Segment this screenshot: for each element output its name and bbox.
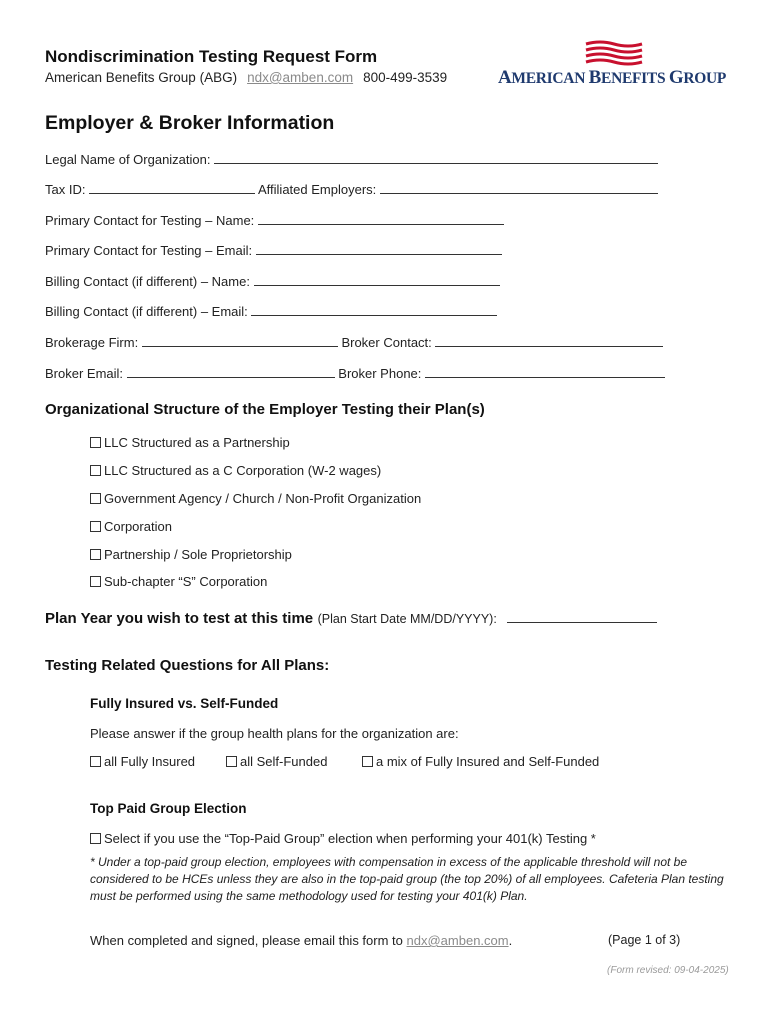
contact-phone: 800-499-3539 — [363, 70, 448, 85]
broker-phone-label: Broker Phone: — [338, 366, 422, 381]
funding-option-fully-insured[interactable]: all Fully Insured — [90, 754, 195, 769]
plan-year-field[interactable] — [45, 610, 657, 628]
contact-email-link[interactable]: ndx@amben.com — [247, 70, 354, 85]
primary-contact-name-field[interactable] — [45, 213, 504, 228]
broker-phone-line[interactable] — [425, 366, 665, 378]
fully-insured-heading: Fully Insured vs. Self-Funded — [90, 696, 279, 711]
checkbox[interactable] — [90, 756, 101, 767]
primary-contact-name-line[interactable] — [258, 213, 504, 225]
plan-year-hint: (Plan Start Date MM/DD/YYYY): — [317, 612, 497, 626]
top-paid-election-option[interactable]: Select if you use the “Top-Paid Group” election when performing your 401(k) Testing * — [90, 831, 596, 846]
billing-contact-email-label: Billing Contact (if different) – Email: — [45, 304, 248, 319]
affiliated-employers-line[interactable] — [380, 182, 658, 194]
primary-contact-name-label: Primary Contact for Testing – Name: — [45, 213, 255, 228]
billing-contact-email-line[interactable] — [251, 304, 497, 316]
affiliated-employers-label: Affiliated Employers: — [258, 182, 377, 197]
checkbox[interactable] — [90, 493, 101, 504]
primary-contact-email-line[interactable] — [256, 243, 502, 255]
structure-option-partnership[interactable]: Partnership / Sole Proprietorship — [90, 547, 292, 562]
employer-section-heading: Employer & Broker Information — [45, 112, 335, 134]
submission-email-link[interactable]: ndx@amben.com — [406, 933, 509, 948]
primary-contact-email-label: Primary Contact for Testing – Email: — [45, 243, 253, 258]
top-paid-heading: Top Paid Group Election — [90, 801, 247, 816]
broker-email-label: Broker Email: — [45, 366, 124, 381]
structure-option-s-corp[interactable]: Sub-chapter “S” Corporation — [90, 574, 267, 589]
abg-logo — [498, 40, 727, 88]
checkbox[interactable] — [90, 549, 101, 560]
funding-option-mixed[interactable]: a mix of Fully Insured and Self-Funded — [362, 754, 599, 769]
checkbox[interactable] — [90, 521, 101, 532]
brokerage-row — [45, 335, 663, 350]
broker-contact-label: Broker Contact: — [341, 335, 432, 350]
checkbox[interactable] — [90, 437, 101, 448]
billing-contact-name-line[interactable] — [254, 274, 500, 286]
legal-name-label: Legal Name of Organization: — [45, 152, 211, 167]
billing-contact-name-label: Billing Contact (if different) – Name: — [45, 274, 250, 289]
structure-option-government-nonprofit[interactable]: Government Agency / Church / Non-Profit Organization — [90, 491, 421, 506]
structure-option-corporation[interactable]: Corporation — [90, 519, 172, 534]
checkbox[interactable] — [90, 465, 101, 476]
primary-contact-email-field[interactable] — [45, 243, 502, 258]
broker-contact-info-row — [45, 366, 665, 381]
legal-name-field[interactable] — [45, 152, 658, 167]
checkbox[interactable] — [226, 756, 237, 767]
billing-contact-email-field[interactable] — [45, 304, 497, 319]
org-name: American Benefits Group (ABG) — [45, 70, 238, 85]
fully-insured-prompt: Please answer if the group health plans for the organization are: — [90, 726, 459, 741]
top-paid-note: * Under a top-paid group election, employees with compensation in excess of the applicable threshold will not be considered to be HCEs unless they are also in the top-paid group (the top 20%) of all employees. Cafeteria Plan testing must be performed using the same methodology used for testing your 401(k) Plan. — [90, 855, 724, 903]
form-revision-date: (Form revised: 09-04-2025) — [607, 965, 729, 976]
tax-id-row — [45, 182, 658, 197]
brokerage-firm-label: Brokerage Firm: — [45, 335, 139, 350]
tax-id-label: Tax ID: — [45, 182, 86, 197]
brokerage-firm-line[interactable] — [142, 335, 338, 347]
flag-stripes-icon — [584, 40, 644, 66]
checkbox[interactable] — [362, 756, 373, 767]
plan-year-heading: Plan Year you wish to test at this time — [45, 610, 314, 627]
broker-email-line[interactable] — [127, 366, 335, 378]
contact-line — [45, 70, 447, 85]
legal-name-line[interactable] — [214, 152, 658, 164]
broker-contact-line[interactable] — [435, 335, 663, 347]
page-number: (Page 1 of 3) — [608, 933, 681, 947]
testing-heading: Testing Related Questions for All Plans: — [45, 657, 330, 674]
checkbox[interactable] — [90, 833, 101, 844]
billing-contact-name-field[interactable] — [45, 274, 500, 289]
checkbox[interactable] — [90, 576, 101, 587]
logo-wordmark: AMERICAN BENEFITS GROUP — [498, 67, 727, 88]
funding-option-self-funded[interactable]: all Self-Funded — [226, 754, 327, 769]
structure-option-llc-c-corp[interactable]: LLC Structured as a C Corporation (W-2 wages) — [90, 463, 381, 478]
structure-heading: Organizational Structure of the Employer Testing their Plan(s) — [45, 401, 485, 418]
form-title: Nondiscrimination Testing Request Form — [45, 47, 378, 66]
structure-option-llc-partnership[interactable]: LLC Structured as a Partnership — [90, 435, 290, 450]
plan-start-date-line[interactable] — [507, 611, 657, 623]
tax-id-line[interactable] — [89, 182, 255, 194]
submission-instructions: When completed and signed, please email this form to ndx@amben.com. — [90, 933, 513, 948]
